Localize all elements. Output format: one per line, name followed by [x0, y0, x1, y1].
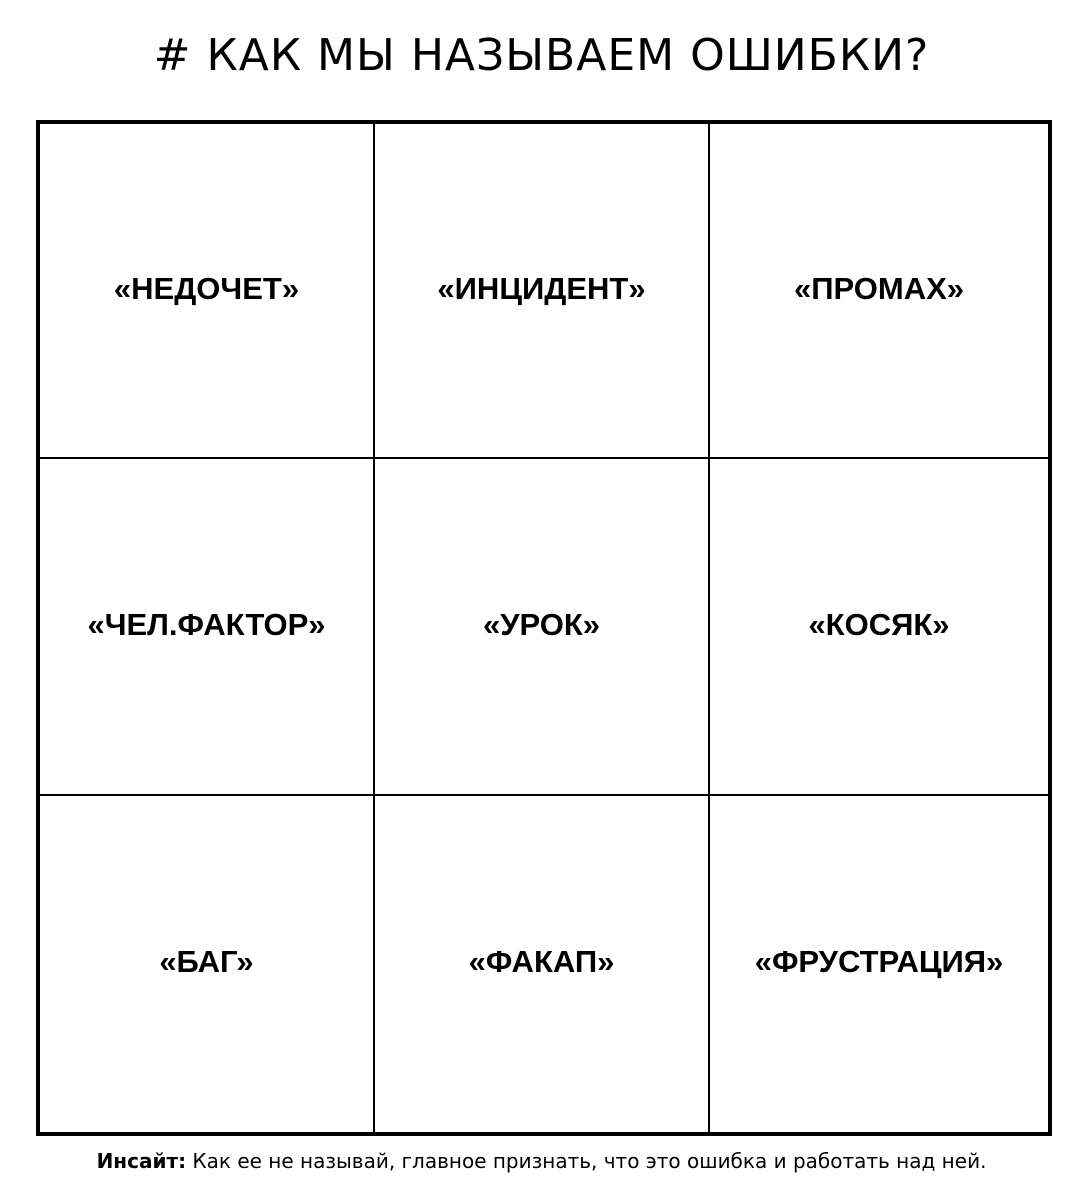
grid-cell	[40, 459, 375, 796]
insight-footer	[0, 1146, 1083, 1176]
cell-label: «ФРУСТРАЦИЯ»	[754, 944, 1004, 979]
page-title: # КАК МЫ НАЗЫВАЕМ ОШИБКИ?	[153, 30, 930, 81]
cell-label: «НЕДОЧЕТ»	[113, 270, 300, 306]
cell-label: «ПРОМАХ»	[793, 270, 965, 306]
cell-label: «ЧЕЛ.ФАКТОР»	[87, 606, 326, 642]
error-names-grid	[36, 120, 1052, 1136]
insight-label: Инсайт:	[96, 1149, 187, 1173]
cell-label: «КОСЯК»	[808, 606, 950, 642]
cell-label: «ИНЦИДЕНТ»	[437, 270, 646, 306]
grid-cell	[375, 796, 710, 1132]
cell-label: «УРОК»	[482, 606, 601, 642]
grid-cell	[40, 796, 375, 1132]
grid-cell	[375, 124, 710, 459]
grid-cell	[710, 124, 1048, 459]
cell-label: «ФАКАП»	[468, 944, 615, 979]
insight-text: Как ее не называй, главное признать, что это ошибка и работать над ней.	[186, 1149, 987, 1173]
grid-cell	[710, 459, 1048, 796]
cell-label: «БАГ»	[159, 944, 254, 979]
grid-cell	[375, 459, 710, 796]
grid-cell	[40, 124, 375, 459]
grid-cell	[710, 796, 1048, 1132]
